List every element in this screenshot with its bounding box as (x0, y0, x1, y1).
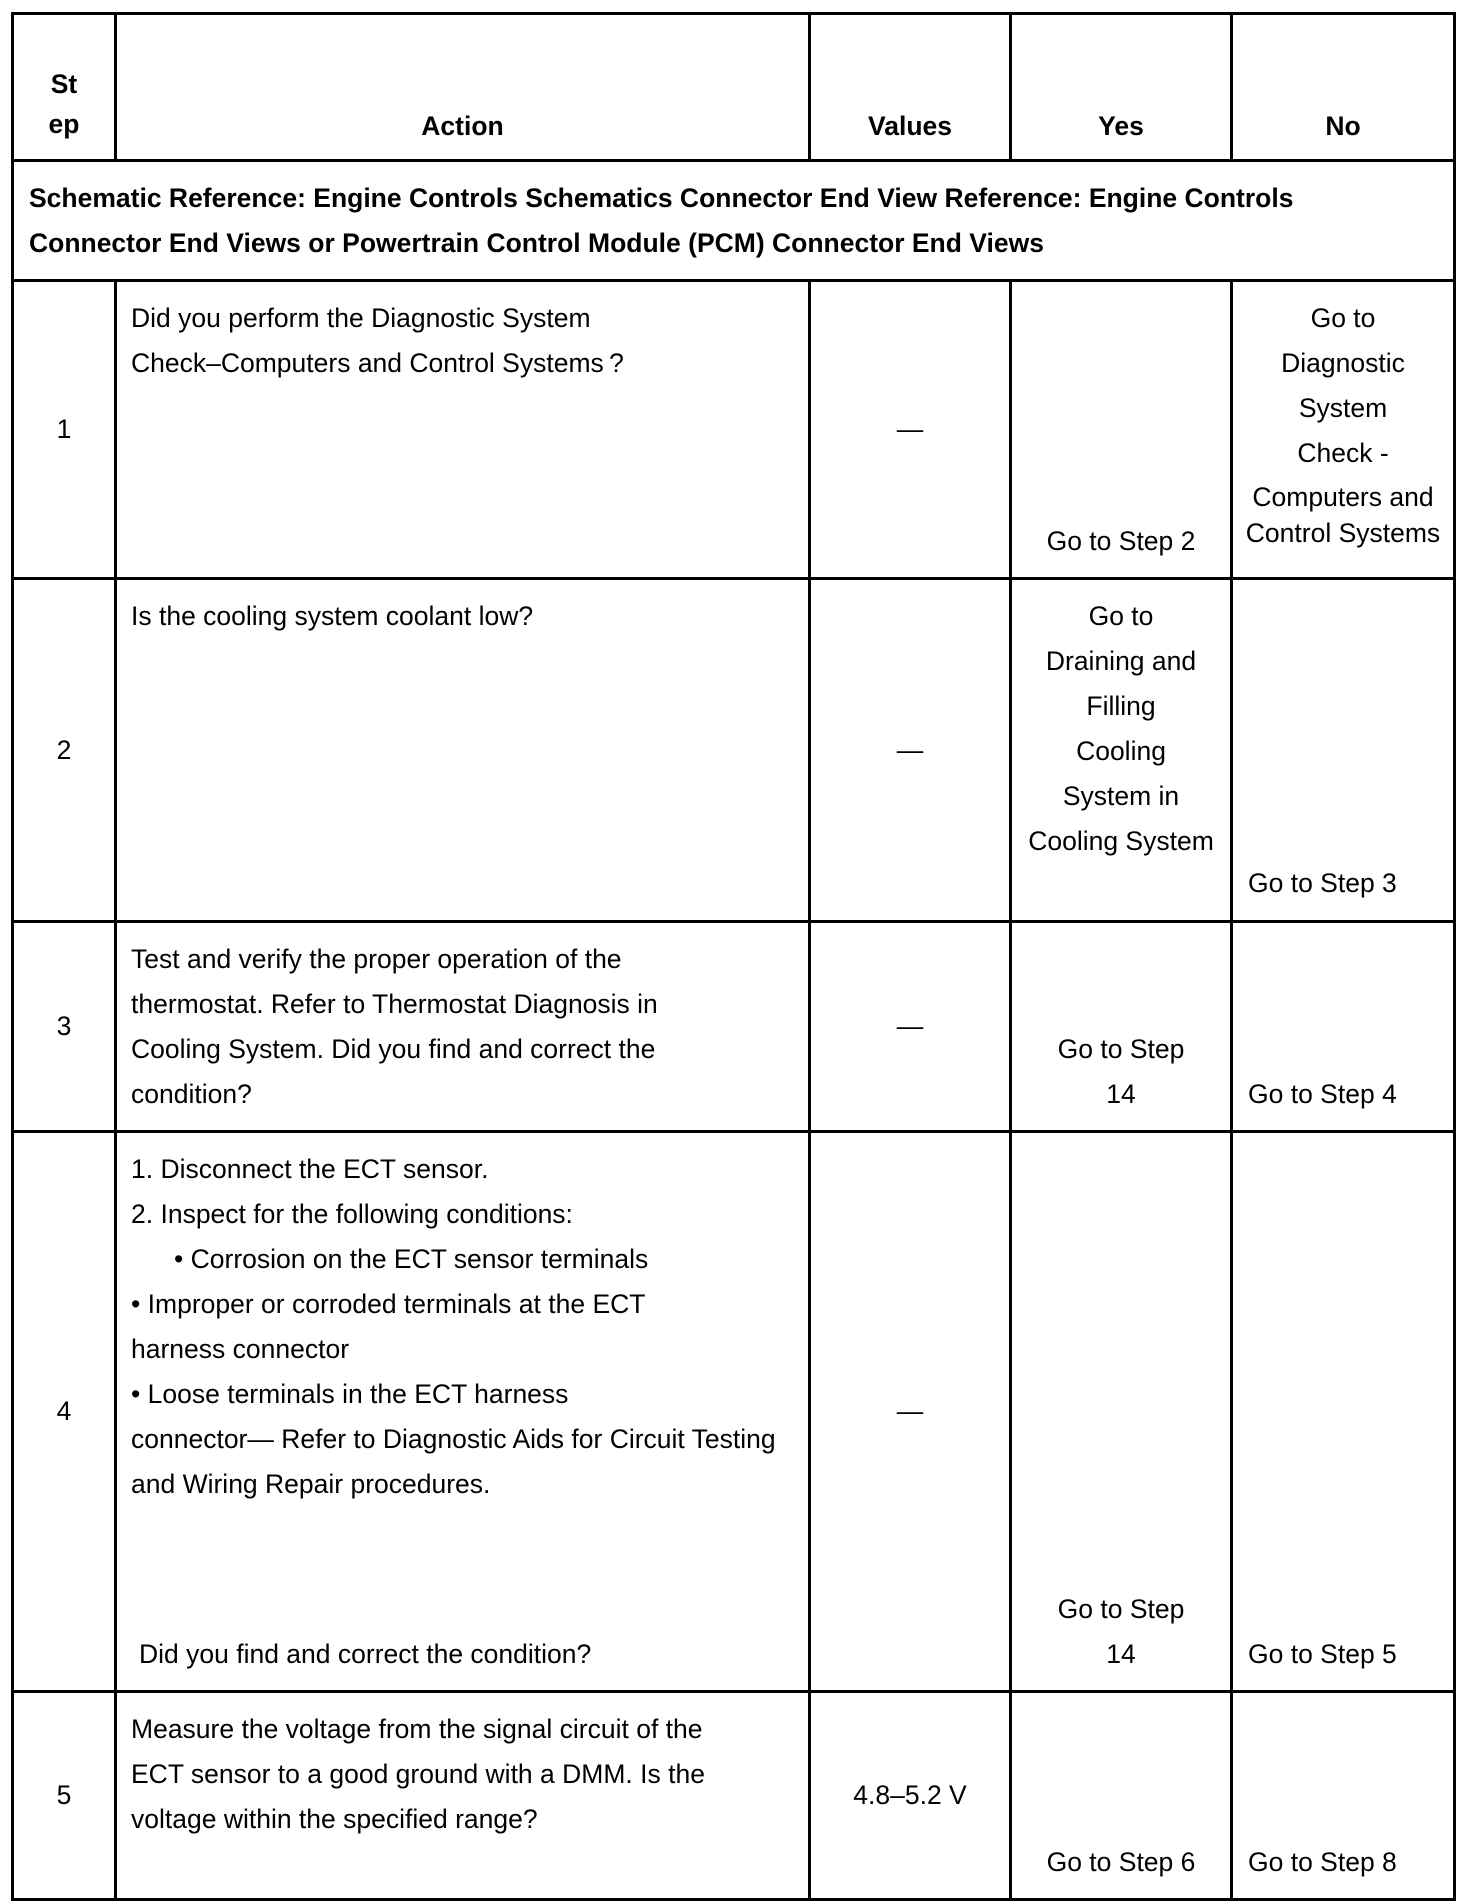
row-1-yes (1012, 282, 1230, 564)
row-4-no (1248, 1133, 1453, 1677)
row-4-yes (1012, 1133, 1230, 1677)
row-1-action (131, 282, 801, 386)
row-1-no-line: Control Systems (1245, 518, 1441, 548)
table-border-bottom (11, 1898, 1456, 1901)
row-5-action-line: ECT sensor to a good ground with a DMM. Is the (131, 1759, 705, 1789)
header-action: Action (421, 111, 504, 141)
row-1-action-line: Did you perform the Diagnostic System (131, 303, 591, 333)
header-step-line1: St (50, 69, 78, 99)
row-4-action (131, 1133, 801, 1507)
row-3-action-line: Test and verify the proper operation of the (131, 944, 622, 974)
row-4-yes-line: 14 (1106, 1639, 1136, 1669)
row-4-yes-line: Go to Step (1057, 1594, 1185, 1624)
row-5-value: 4.8–5.2 V (853, 1780, 967, 1810)
row-4-action-line: connector— Refer to Diagnostic Aids for Circuit Testing (131, 1424, 776, 1454)
row-2-step: 2 (56, 734, 72, 765)
reference-line1: Schematic Reference: Engine Controls Schematics Connector End View Reference: Engine Controls (29, 183, 1294, 213)
row-2-yes-line: Go to (1088, 601, 1154, 631)
row-3-action-line: thermostat. Refer to Thermostat Diagnosis in (131, 989, 658, 1019)
row-1-value: — (896, 414, 924, 444)
row-1-yes-line: Go to Step 2 (1046, 526, 1196, 556)
row-1-step: 1 (56, 414, 72, 444)
row-2-yes-line: Draining and (1045, 646, 1197, 676)
row-2-yes-line: Cooling (1076, 736, 1166, 766)
row-4-action-line: and Wiring Repair procedures. (131, 1469, 491, 1499)
row-1-no-line: Check - (1297, 438, 1389, 468)
row-3-yes-line: Go to Step (1057, 1034, 1185, 1064)
row-3-action-line: Cooling System. Did you find and correct the (131, 1034, 656, 1064)
row-1-no (1233, 282, 1453, 547)
header-step (14, 64, 114, 144)
table-border-top (11, 12, 1456, 15)
row-5-no (1248, 1693, 1453, 1885)
row-2-yes-line: Cooling System (1028, 826, 1214, 856)
row-4-step: 4 (56, 1396, 72, 1426)
row-2-no (1248, 580, 1453, 906)
row-3-no-line: Go to Step 4 (1248, 1079, 1397, 1109)
row-2-no-line: Go to Step 3 (1248, 868, 1397, 898)
header-step-line2: ep (48, 109, 80, 139)
row-3-action (131, 923, 801, 1117)
row-2-yes (1012, 580, 1230, 864)
reference-line2: Connector End Views or Powertrain Control Module (PCM) Connector End Views (29, 228, 1044, 258)
table-border-header (11, 159, 1456, 162)
row-5-action-line: voltage within the specified range? (131, 1804, 538, 1834)
row-4-action-line: • Corrosion on the ECT sensor terminals (174, 1244, 649, 1274)
row-3-value: — (896, 1011, 924, 1041)
row-2-yes-line: System in (1062, 781, 1180, 811)
row-1-action-line: Check–Computers and Control Systems ? (131, 348, 624, 378)
table-border-right (1453, 12, 1456, 1901)
row-5-action (131, 1693, 801, 1842)
row-4-value: — (896, 1396, 924, 1426)
header-values: Values (868, 111, 952, 141)
row-1-no-line: Diagnostic (1281, 348, 1405, 378)
row-5-step: 5 (56, 1780, 72, 1810)
row-3-yes (1012, 923, 1230, 1117)
row-3-no (1248, 923, 1453, 1117)
row-3-action-line: condition? (131, 1079, 252, 1109)
row-4-action-line: • Loose terminals in the ECT harness (131, 1379, 569, 1409)
row-5-no-line: Go to Step 8 (1248, 1847, 1397, 1877)
row-4-no-line: Go to Step 5 (1248, 1639, 1397, 1669)
row-2-action (131, 580, 801, 639)
row-2-action-line: Is the cooling system coolant low? (131, 601, 534, 631)
row-5-yes-line: Go to Step 6 (1046, 1847, 1196, 1877)
header-yes: Yes (1098, 111, 1144, 141)
row-2-yes-line: Filling (1086, 691, 1156, 721)
schematic-reference (29, 176, 1439, 266)
column-divider-step (114, 279, 117, 1901)
row-4-action-line: 1. Disconnect the ECT sensor. (131, 1154, 489, 1184)
row-4-action-line: harness connector (131, 1334, 350, 1364)
row-1-no-line: Go to (1310, 303, 1376, 333)
row-1-no-line: System (1298, 393, 1388, 423)
header-no: No (1325, 111, 1361, 141)
row-4-action-question: Did you find and correct the condition? (139, 1639, 592, 1669)
row-4-action-line: 2. Inspect for the following conditions: (131, 1199, 573, 1229)
row-4-action-line: • Improper or corroded terminals at the ECT (131, 1289, 646, 1319)
row-5-action-line: Measure the voltage from the signal circuit of the (131, 1714, 703, 1744)
row-2-value: — (896, 734, 924, 765)
row-3-step: 3 (56, 1011, 72, 1041)
row-3-yes-line: 14 (1106, 1079, 1136, 1109)
row-1-no-line: Computers and (1252, 482, 1434, 512)
row-5-yes (1012, 1693, 1230, 1885)
